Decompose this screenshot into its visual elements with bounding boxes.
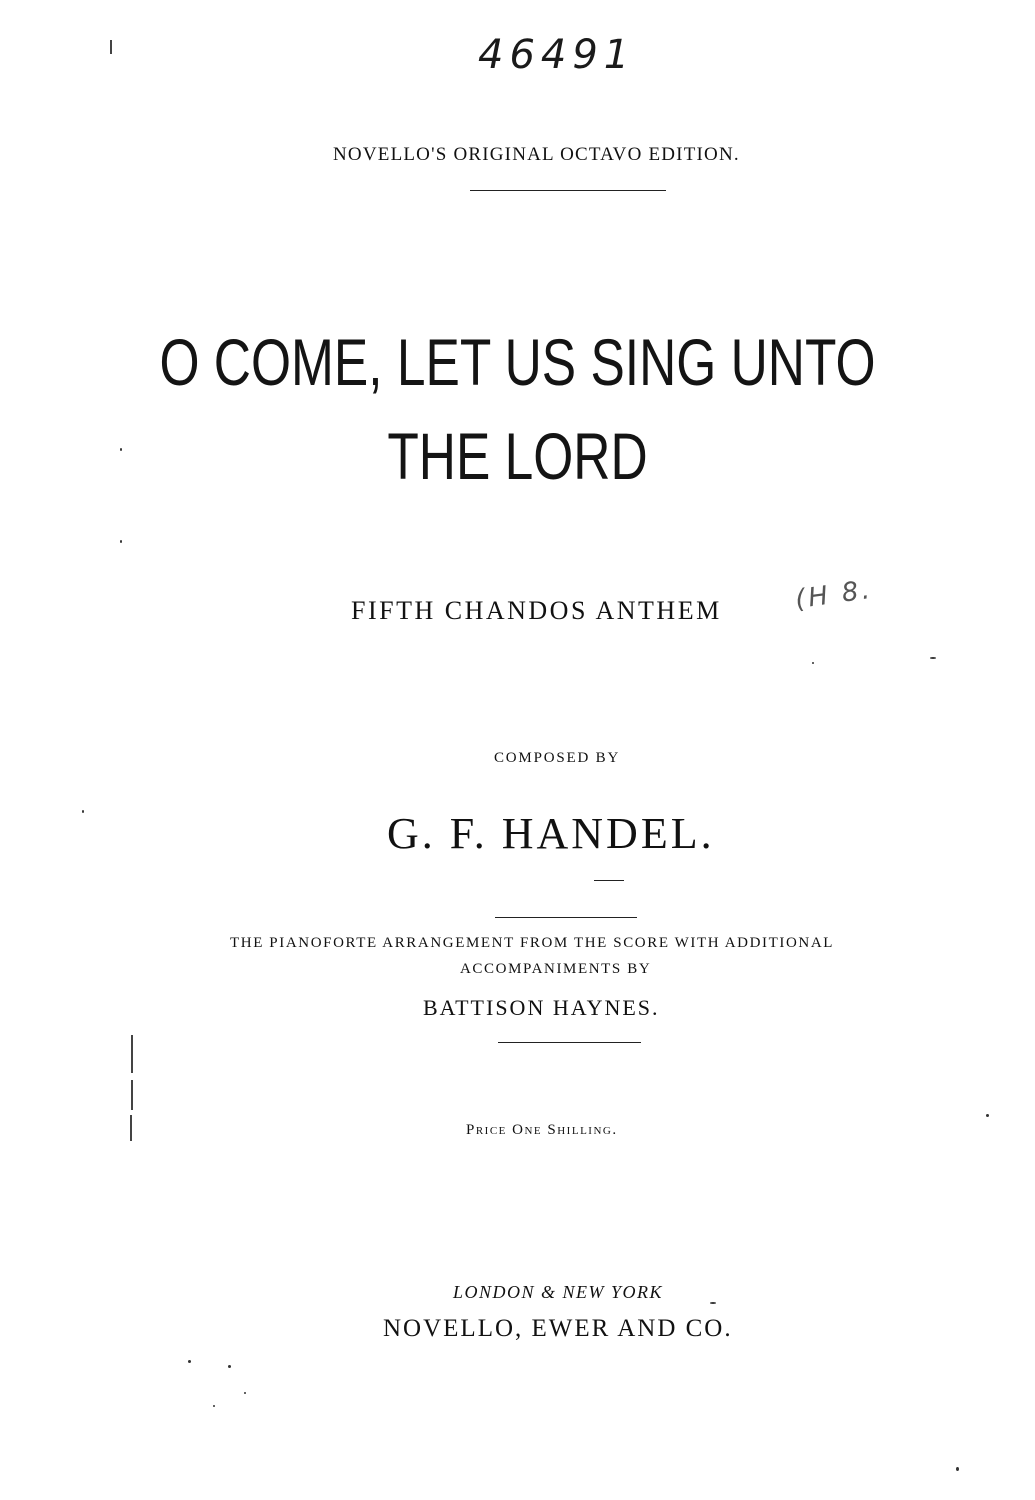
scan-speck	[812, 662, 814, 664]
handwritten-catalog-number: 46491	[478, 32, 636, 78]
scan-mark	[110, 40, 112, 54]
arranger-name: BATTISON HAYNES.	[423, 995, 660, 1020]
arrangement-divider-top	[495, 917, 637, 918]
title-line-1: O COME, LET US SING UNTO	[159, 325, 876, 399]
scan-speck	[930, 657, 936, 659]
scan-mark	[131, 1035, 133, 1073]
pencil-annotation: (H 8.	[793, 574, 875, 616]
arrangement-line-2: ACCOMPANIMENTS BY	[460, 961, 652, 977]
composer-flourish	[594, 880, 624, 881]
imprint-publisher: NOVELLO, EWER AND CO.	[383, 1315, 733, 1342]
subtitle: FIFTH CHANDOS ANTHEM	[351, 596, 722, 625]
scan-speck	[228, 1365, 231, 1368]
edition-divider	[470, 190, 666, 191]
composer-name: G. F. HANDEL.	[387, 809, 715, 858]
edition-label: NOVELLO'S ORIGINAL OCTAVO EDITION.	[333, 144, 740, 165]
scan-speck	[710, 1302, 716, 1304]
imprint-place: LONDON & NEW YORK	[453, 1282, 664, 1302]
scan-speck	[120, 540, 122, 543]
scan-speck	[82, 810, 84, 813]
scan-speck	[188, 1360, 191, 1363]
title-line-2: THE LORD	[387, 419, 648, 493]
scan-mark	[130, 1115, 132, 1141]
scan-speck	[956, 1467, 959, 1471]
price-label: Price One Shilling.	[466, 1122, 618, 1138]
arrangement-line-1: THE PIANOFORTE ARRANGEMENT FROM THE SCORE WITH ADDITIONAL	[230, 935, 835, 951]
arrangement-divider-bottom	[498, 1042, 641, 1043]
scan-speck	[986, 1114, 989, 1117]
scan-speck	[120, 448, 122, 451]
scan-mark	[131, 1080, 133, 1110]
scan-speck	[244, 1392, 246, 1394]
scan-speck	[213, 1405, 215, 1407]
composed-by-label: COMPOSED BY	[494, 750, 621, 766]
